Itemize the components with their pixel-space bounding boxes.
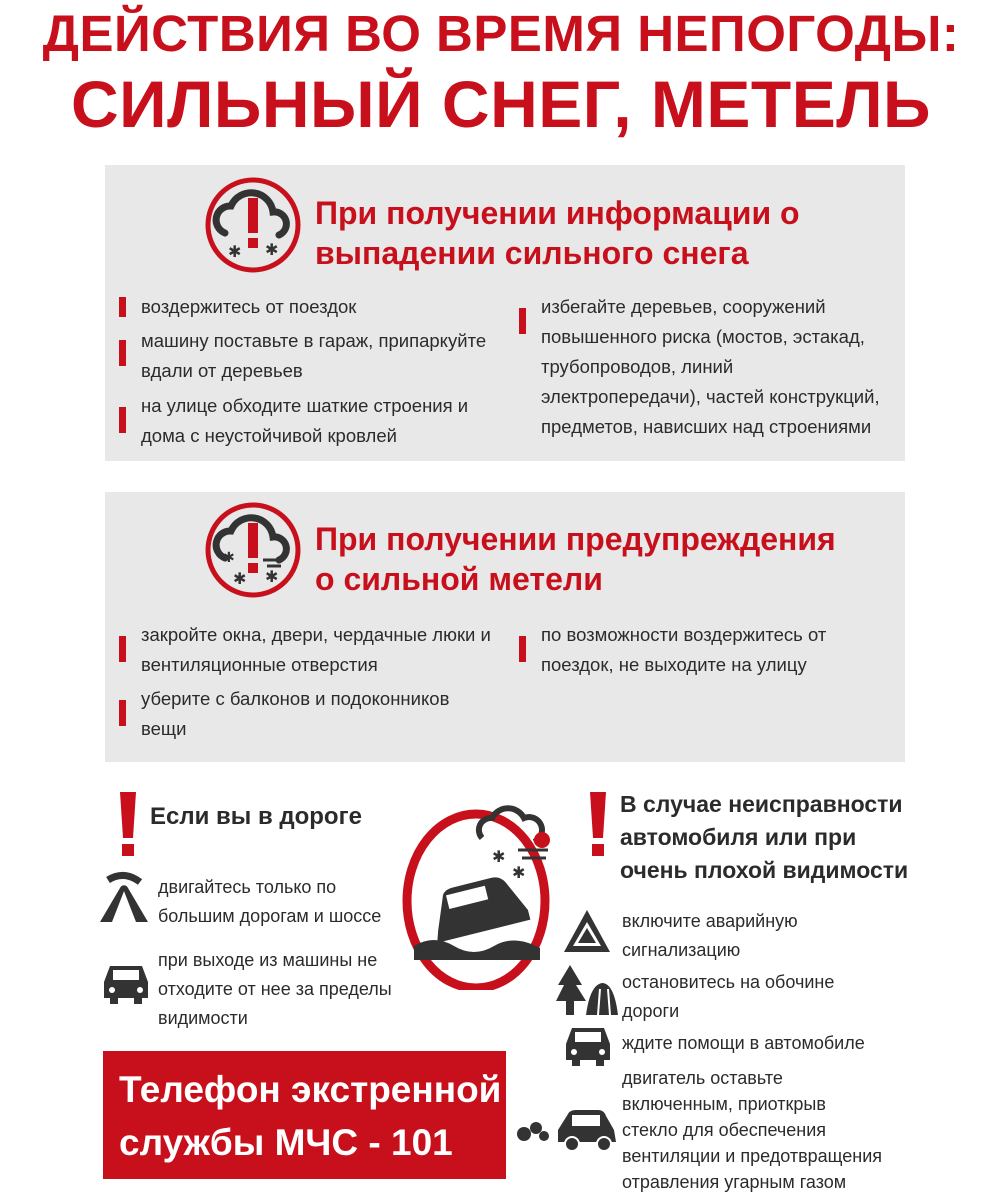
bullet-bar <box>119 636 126 662</box>
exclamation-icon <box>588 792 608 858</box>
bullet-bar <box>119 407 126 433</box>
list-item: двигатель оставьте включенным, приоткрыв стекло для обеспечения вентиляции и предотвращения отравления угарным газом <box>622 1068 883 1192</box>
list-item: уберите с балконов и подоконников вещи <box>141 684 449 744</box>
section2-title-line1: При получении предупреждения <box>315 521 836 557</box>
road-icon <box>100 870 148 922</box>
list-item: избегайте деревьев, сооружений повышенного риска (мостов, эстакад, трубопроводов, линий электропередачи), частей конструкций, предметов, нависших над строениями <box>541 292 880 442</box>
bullet-bar <box>519 636 526 662</box>
warning-triangle-icon <box>562 908 612 954</box>
list-item: ждите помощи в автомобиле <box>622 1033 865 1053</box>
bullet-bar <box>119 340 126 366</box>
list-item: закройте окна, двери, чердачные люки и вентиляционные отверстия <box>141 620 491 680</box>
exhaust-car-icon <box>514 1108 618 1152</box>
bullet-bar <box>519 308 526 334</box>
list-item: при выходе из машины не отходите от нее за пределы видимости <box>158 950 392 1028</box>
car-icon <box>562 1022 614 1070</box>
section1-title-line1: При получении информации о <box>315 195 800 231</box>
bullet-bar <box>119 297 126 317</box>
title-line-2: СИЛЬНЫЙ СНЕГ, МЕТЕЛЬ <box>71 67 931 141</box>
bullet-bar <box>119 700 126 726</box>
exclamation-icon <box>118 792 138 858</box>
list-item: включите аварийную сигнализацию <box>622 911 798 960</box>
snow-alert-icon <box>203 175 303 275</box>
phone-line-2: службы МЧС - 101 <box>119 1122 453 1163</box>
road-heading: Если вы в дороге <box>150 803 362 830</box>
title-line-1: ДЕЙСТВИЯ ВО ВРЕМЯ НЕПОГОДЫ: <box>42 5 960 62</box>
list-item: воздержитесь от поездок <box>141 292 356 322</box>
list-item: на улице обходите шаткие строения и дома с неустойчивой кровлей <box>141 391 468 451</box>
emergency-phone-box <box>103 1051 506 1179</box>
svg-text:✱: ✱ <box>512 863 526 882</box>
blizzard-alert-icon <box>203 500 303 600</box>
svg-text:✱: ✱ <box>228 242 242 261</box>
svg-text:✱: ✱ <box>265 240 279 259</box>
list-item: остановитесь на обочине дороги <box>622 972 835 1021</box>
phone-line-1: Телефон экстренной <box>119 1069 502 1110</box>
roadside-icon <box>556 965 618 1017</box>
breakdown-heading: В случае неисправности автомобиля или при очень плохой видимости <box>620 791 909 883</box>
car-in-snow-icon <box>400 800 572 990</box>
section1-title-line2: выпадении сильного снега <box>315 235 749 271</box>
svg-text:✱: ✱ <box>265 567 279 586</box>
list-item: по возможности воздержитесь от поездок, не выходите на улицу <box>541 620 826 680</box>
car-icon <box>100 960 152 1006</box>
list-item: двигайтесь только по большим дорогам и шоссе <box>158 877 382 926</box>
svg-text:✱: ✱ <box>233 569 247 588</box>
svg-text:✱: ✱ <box>492 847 506 866</box>
svg-text:✱: ✱ <box>223 550 235 566</box>
list-item: машину поставьте в гараж, припаркуйте вдали от деревьев <box>141 326 486 386</box>
section2-title-line2: о сильной метели <box>315 561 603 597</box>
